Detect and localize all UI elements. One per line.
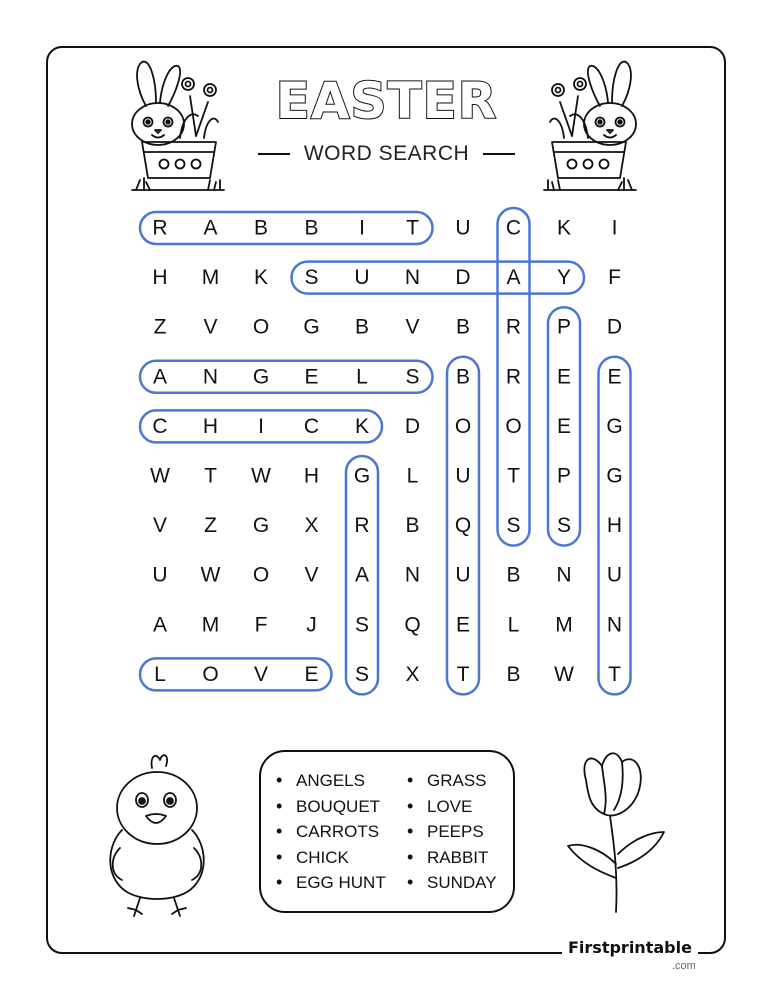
found-word-highlight [292, 262, 585, 294]
grid-letter[interactable]: N [404, 266, 421, 290]
brand-logo: Firstprintable [562, 938, 698, 957]
page-subtitle: WORD SEARCH [303, 142, 470, 165]
grid-letter[interactable]: H [606, 514, 623, 538]
grid-letter[interactable]: T [204, 464, 217, 488]
grid-letter[interactable]: B [253, 216, 269, 240]
found-word-highlight [140, 361, 433, 393]
grid-letter[interactable]: U [455, 464, 471, 488]
grid-letter[interactable]: W [251, 464, 271, 488]
grid-letter[interactable]: C [303, 414, 320, 438]
grid-letter[interactable]: C [152, 414, 168, 438]
grid-letter[interactable]: V [152, 514, 168, 538]
grid-letter[interactable]: P [556, 315, 572, 339]
grid-letter[interactable]: N [202, 365, 219, 389]
word-list-right [407, 768, 497, 896]
grid-letter[interactable]: V [203, 315, 218, 339]
grid-letter[interactable]: U [606, 563, 623, 587]
grid-letter[interactable]: D [455, 266, 471, 290]
grid-letter[interactable]: H [303, 464, 320, 488]
grid-letter[interactable]: B [455, 365, 471, 389]
grid-letter[interactable]: S [506, 514, 521, 538]
grid-letter[interactable]: T [507, 464, 520, 488]
grid-letter[interactable]: R [505, 315, 522, 339]
grid-letter[interactable]: O [252, 315, 270, 339]
word-list-left [276, 768, 386, 896]
chick-icon [100, 748, 215, 918]
grid-letter[interactable]: G [252, 365, 270, 389]
word-list-item: • ANGELS [276, 768, 386, 794]
grid-letter[interactable]: R [354, 514, 370, 538]
grid-letter[interactable]: G [353, 464, 371, 488]
grid-letter[interactable]: Q [454, 514, 472, 538]
grid-letter[interactable]: O [454, 414, 472, 438]
grid-letter[interactable]: N [606, 613, 623, 637]
grid-letter[interactable]: X [304, 514, 319, 538]
grid-letter[interactable]: B [506, 563, 521, 587]
grid-letter[interactable]: M [201, 266, 220, 290]
grid-letter[interactable]: R [505, 365, 522, 389]
letter-grid [150, 217, 623, 686]
word-list-item: • GRASS [407, 768, 497, 794]
grid-letter[interactable]: E [556, 365, 572, 389]
grid-letter[interactable]: A [203, 216, 218, 240]
grid-letter[interactable]: K [556, 216, 572, 240]
grid-letter[interactable]: L [356, 365, 368, 389]
grid-letter[interactable]: V [405, 315, 420, 339]
word-list-item: • PEEPS [407, 819, 497, 845]
grid-letter[interactable]: D [606, 315, 623, 339]
grid-letter[interactable]: B [455, 315, 471, 339]
grid-letter[interactable]: S [556, 514, 572, 538]
grid-letter[interactable]: K [354, 414, 370, 438]
grid-letter[interactable]: F [254, 613, 268, 637]
word-list-item: • CARROTS [276, 819, 386, 845]
grid-letter[interactable]: I [258, 414, 264, 438]
grid-letter[interactable]: D [404, 414, 421, 438]
grid-letter[interactable]: E [556, 414, 572, 438]
grid-letter[interactable]: F [608, 266, 621, 290]
grid-letter[interactable]: X [405, 662, 420, 686]
grid-letter[interactable]: T [406, 216, 419, 240]
grid-letter[interactable]: T [608, 662, 621, 686]
grid-letter[interactable]: W [200, 563, 221, 587]
grid-letter[interactable]: C [505, 216, 522, 240]
grid-letter[interactable]: E [304, 662, 319, 686]
grid-letter[interactable]: P [556, 464, 572, 488]
grid-letter[interactable]: R [152, 216, 168, 240]
grid-letter[interactable]: A [152, 613, 168, 637]
grid-letter[interactable]: S [304, 266, 319, 290]
grid-letter[interactable]: M [201, 613, 220, 637]
word-list-item: • EGG HUNT [276, 870, 386, 896]
grid-letter[interactable]: G [606, 414, 623, 438]
word-list-item: • BOUQUET [276, 794, 386, 820]
grid-letter[interactable]: S [354, 662, 370, 686]
word-list-item: • LOVE [407, 794, 497, 820]
brand-suffix: .com [672, 960, 696, 972]
grid-letter[interactable]: L [406, 464, 419, 488]
found-word-highlight [140, 212, 433, 244]
grid-letter[interactable]: Z [153, 315, 167, 339]
grid-letter[interactable]: Y [556, 266, 572, 290]
tulip-icon [560, 744, 670, 919]
grid-letter[interactable]: N [404, 563, 421, 587]
grid-letter[interactable]: A [152, 365, 168, 389]
grid-letter[interactable]: V [253, 662, 269, 686]
grid-letter[interactable]: K [253, 266, 269, 290]
grid-letter[interactable]: L [154, 662, 166, 686]
found-word-highlight [140, 658, 332, 690]
grid-letter[interactable]: U [455, 216, 471, 240]
grid-letter[interactable]: S [405, 365, 420, 389]
word-list-item: • SUNDAY [407, 870, 497, 896]
grid-letter[interactable]: A [506, 266, 521, 290]
grid-letter[interactable]: E [607, 365, 622, 389]
grid-letter[interactable]: U [354, 266, 370, 290]
grid-letter[interactable]: N [556, 563, 572, 587]
grid-letter[interactable]: J [306, 613, 317, 637]
grid-letter[interactable]: I [359, 216, 365, 240]
grid-letter[interactable]: G [252, 514, 270, 538]
grid-letter[interactable]: E [304, 365, 319, 389]
grid-letter[interactable]: T [456, 662, 470, 686]
grid-letter[interactable]: O [202, 662, 219, 686]
grid-letter[interactable]: W [554, 662, 574, 686]
grid-letter[interactable]: B [506, 662, 521, 686]
grid-letter[interactable]: I [611, 216, 618, 240]
grid-letter[interactable]: G [606, 464, 623, 488]
grid-letter[interactable]: V [304, 563, 319, 587]
grid-letter[interactable]: L [507, 613, 520, 637]
grid-letter[interactable]: H [202, 414, 219, 438]
page-title: EASTER [275, 72, 498, 130]
grid-letter[interactable]: O [505, 414, 522, 438]
grid-letter[interactable]: U [455, 563, 471, 587]
grid-letter[interactable]: U [152, 563, 168, 587]
word-list-item: • CHICK [276, 845, 386, 871]
grid-letter[interactable]: A [354, 563, 370, 587]
word-list-item: • RABBIT [407, 845, 497, 871]
grid-letter[interactable]: S [354, 613, 370, 637]
grid-letter[interactable]: W [150, 464, 170, 488]
grid-letter[interactable]: Q [404, 613, 421, 637]
grid-letter[interactable]: B [304, 216, 319, 240]
grid-letter[interactable]: G [303, 315, 320, 339]
grid-letter[interactable]: B [354, 315, 370, 339]
grid-letter[interactable]: H [152, 266, 168, 290]
grid-letter[interactable]: B [405, 514, 420, 538]
grid-letter[interactable]: Z [204, 514, 217, 538]
grid-letter[interactable]: M [555, 613, 573, 637]
grid-letter[interactable]: E [455, 613, 471, 637]
grid-letter[interactable]: O [252, 563, 270, 587]
